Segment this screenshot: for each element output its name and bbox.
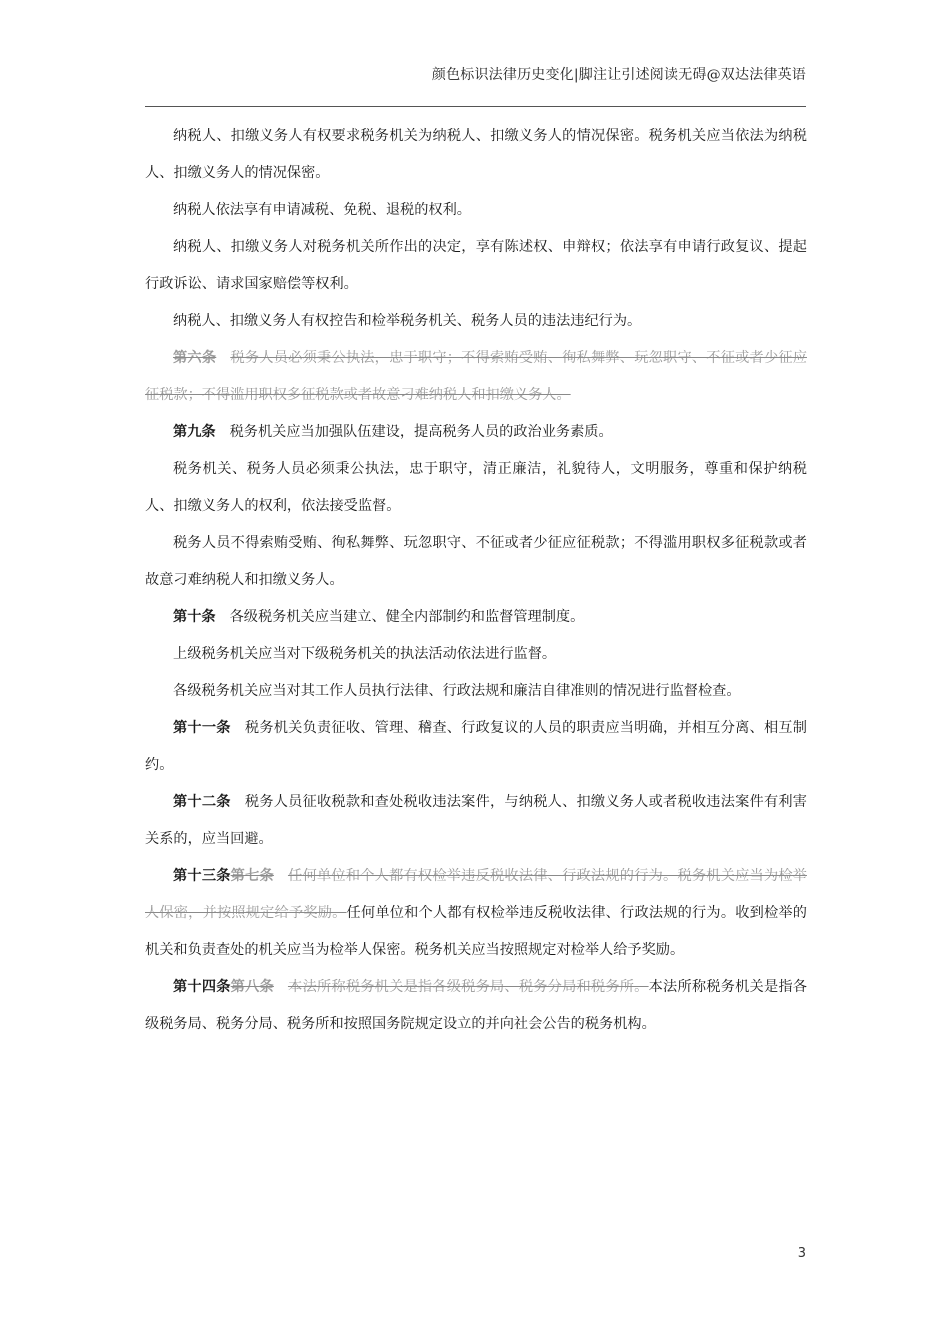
paragraph: 税务机关、税务人员必须秉公执法，忠于职守，清正廉洁，礼貌待人，文明服务，尊重和保护纳税人、扣缴义务人的权利，依法接受监督。 (145, 461, 807, 514)
article-text: 税务机关负责征收、管理、稽查、行政复议的人员的职责应当明确，并相互分离、相互制约。 (145, 720, 807, 773)
document-body (145, 118, 807, 1043)
header-divider (145, 106, 806, 107)
amended-article-paragraph (145, 969, 807, 1043)
article-number: 第十条 (173, 609, 216, 625)
deleted-article-number: 第八条 (230, 979, 274, 995)
page-header: 颜色标识法律历史变化|脚注让引述阅读无碍@双达法律英语 (431, 67, 806, 83)
article-text: 各级税务机关应当建立、健全内部制约和监督管理制度。 (229, 609, 585, 625)
article-number: 第十四条 (173, 979, 231, 995)
paragraph: 纳税人、扣缴义务人有权要求税务机关为纳税人、扣缴义务人的情况保密。税务机关应当依法为纳税人、扣缴义务人的情况保密。 (145, 128, 807, 181)
paragraph: 纳税人、扣缴义务人有权控告和检举税务机关、税务人员的违法违纪行为。 (173, 313, 642, 329)
article-text: 税务机关应当加强队伍建设，提高税务人员的政治业务素质。 (229, 424, 613, 440)
article-paragraph (145, 710, 807, 784)
article-text: 税务人员征收税款和查处税收违法案件，与纳税人、扣缴义务人或者税收违法案件有利害关系的，应当回避。 (145, 794, 807, 847)
article-text: 本法所称税务机关是指各级税务局、税务分局、税务所和按照国务院规定设立的并向社会公告的税务机构。 (145, 979, 807, 1032)
paragraph: 纳税人依法享有申请减税、免税、退税的权利。 (173, 202, 471, 218)
deleted-article-number: 第六条 (173, 350, 217, 366)
paragraph: 上级税务机关应当对下级税务机关的执法活动依法进行监督。 (173, 646, 557, 662)
amended-article-paragraph (145, 858, 807, 969)
page-number: 3 (797, 1246, 806, 1261)
article-paragraph (145, 599, 807, 636)
paragraph: 税务人员不得索贿受贿、徇私舞弊、玩忽职守、不征或者少征应征税款；不得滥用职权多征税款或者故意刁难纳税人和扣缴义务人。 (145, 535, 807, 588)
article-paragraph (145, 414, 807, 451)
article-text: 任何单位和个人都有权检举违反税收法律、行政法规的行为。收到检举的机关和负责查处的机关应当为检举人保密。税务机关应当按照规定对检举人给予奖励。 (145, 905, 807, 958)
deleted-article-text: 税务人员必须秉公执法，忠于职守；不得索贿受贿、徇私舞弊、玩忽职守、不征或者少征应征税款；不得滥用职权多征税款或者故意刁难纳税人和扣缴义务人。 (145, 350, 807, 403)
deleted-article-paragraph (145, 340, 807, 414)
paragraph: 各级税务机关应当对其工作人员执行法律、行政法规和廉洁自律准则的情况进行监督检查。 (173, 683, 741, 699)
article-number: 第十三条 (173, 868, 231, 884)
article-number: 第十二条 (173, 794, 231, 810)
paragraph: 纳税人、扣缴义务人对税务机关所作出的决定，享有陈述权、申辩权；依法享有申请行政复议、提起行政诉讼、请求国家赔偿等权利。 (145, 239, 807, 292)
article-number: 第十一条 (173, 720, 231, 736)
deleted-article-text: 本法所称税务机关是指各级税务局、税务分局和税务所。 (287, 979, 649, 995)
article-number: 第九条 (173, 424, 216, 440)
article-paragraph (145, 784, 807, 858)
deleted-article-number: 第七条 (230, 868, 274, 884)
deleted-article-text: 任何单位和个人都有权检举违反税收法律、行政法规的行为。税务机关应当为检举人保密，并按照规定给予奖励。 (145, 868, 807, 921)
